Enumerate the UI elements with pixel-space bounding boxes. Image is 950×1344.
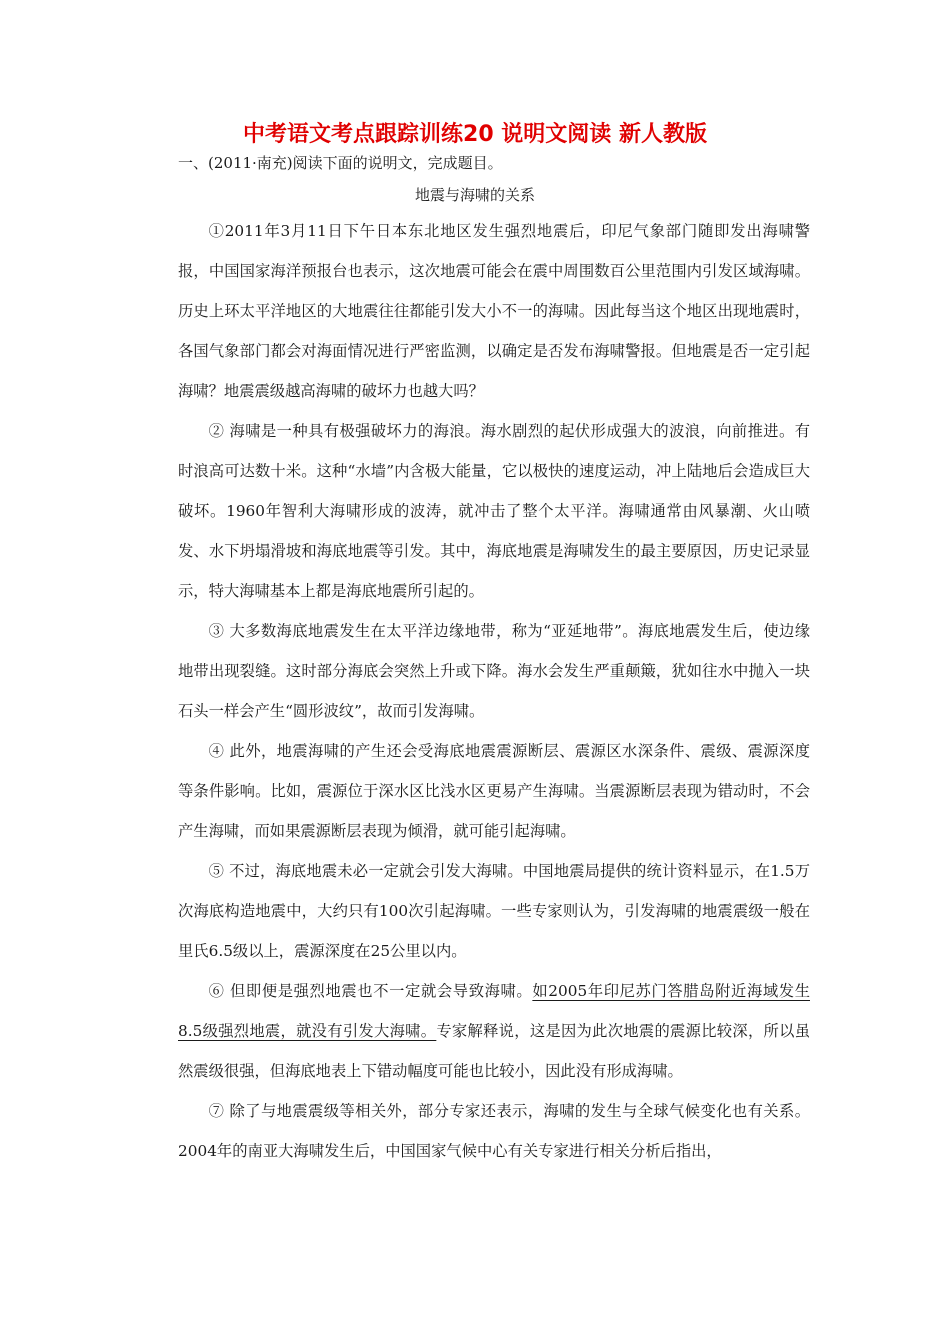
paragraph-4: ④ 此外，地震海啸的产生还会受海底地震震源断层、震源区水深条件、震级、震源深度等条件影响。比如，震源位于深水区比浅水区更易产生海啸。当震源断层表现为错动时，不会产生海啸，而如果震源断层表现为倾滑，就可能引起海啸。 xyxy=(178,742,810,840)
document-title: 中考语文考点跟踪训练20 说明文阅读 新人教版 xyxy=(243,122,707,147)
article-title: 地震与海啸的关系 xyxy=(414,186,535,204)
paragraph-5: ⑤ 不过，海底地震未必一定就会引发大海啸。中国地震局提供的统计资料显示，在1.5万次海底构造地震中，大约只有100次引起海啸。一些专家则认为，引发海啸的地震震级一般在里氏6.5级以上，震源深度在25公里以内。 xyxy=(178,862,810,960)
paragraph-2: ② 海啸是一种具有极强破坏力的海浪。海水剧烈的起伏形成强大的波浪，向前推进。有时浪高可达数十米。这种“水墙”内含极大能量，它以极快的速度运动，冲上陆地后会造成巨大破坏。1960年智利大海啸形成的波涛，就冲击了整个太平洋。海啸通常由风暴潮、火山喷发、水下坍塌滑坡和海底地震等引发。其中，海底地震是海啸发生的最主要原因，历史记录显示，特大海啸基本上都是海底地震所引起的。 xyxy=(178,422,810,600)
paragraph-6-underlined: 如2005年印尼苏门答腊岛附近海域发生8.5级强烈地震，就没有引发大海啸。 xyxy=(178,982,810,1040)
paragraph-1: ①2011年3月11日下午日本东北地区发生强烈地震后，印尼气象部门随即发出海啸警报，中国国家海洋预报台也表示，这次地震可能会在震中周围数百公里范围内引发区域海啸。历史上环太平洋地区的大地震往往都能引发大小不一的海啸。因此每当这个地区出现地震时，各国气象部门都会对海面情况进行严密监测，以确定是否发布海啸警报。但地震是否一定引起海啸？地震震级越高海啸的破坏力也越大吗？ xyxy=(178,222,810,400)
paragraph-6 xyxy=(178,971,810,1091)
paragraph-6-tail: 专家解释说，这是因为此次地震的震源比较深，所以虽然震级很强，但海底地表上下错动幅度可能也比较小，因此没有形成海啸。 xyxy=(178,1022,810,1080)
question-heading: 一、(2011·南充)阅读下面的说明文，完成题目。 xyxy=(178,154,503,172)
paragraph-7: ⑦ 除了与地震震级等相关外，部分专家还表示，海啸的发生与全球气候变化也有关系。2004年的南亚大海啸发生后，中国国家气候中心有关专家进行相关分析后指出， xyxy=(178,1102,810,1160)
article-body xyxy=(178,211,810,1171)
paragraph-3: ③ 大多数海底地震发生在太平洋边缘地带，称为“亚延地带”。海底地震发生后，使边缘地带出现裂缝。这时部分海底会突然上升或下降。海水会发生严重颠簸，犹如往水中抛入一块石头一样会产生“圆形波纹”，故而引发海啸。 xyxy=(178,622,810,720)
paragraph-6-lead: ⑥ 但即便是强烈地震也不一定就会导致海啸。 xyxy=(208,982,533,1000)
